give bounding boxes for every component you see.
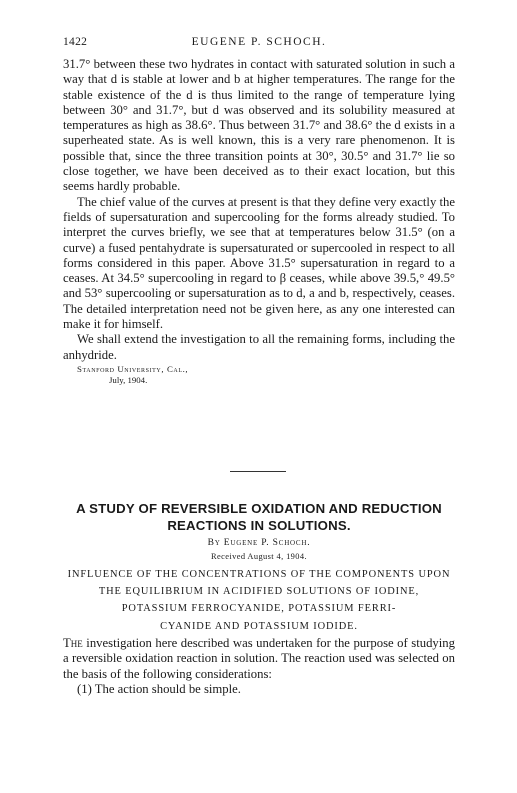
article-introduction — [63, 636, 455, 697]
author-affiliation: Stanford University, Cal., — [77, 363, 189, 374]
article-title-line-2: REACTIONS IN SOLUTIONS. — [167, 518, 351, 533]
page-header — [63, 36, 455, 52]
page-number: 1422 — [63, 36, 88, 48]
intro-first-word: The — [63, 636, 83, 650]
received-date: Received August 4, 1904. — [211, 552, 307, 561]
article-title — [63, 500, 455, 534]
intro-text: investigation here described was undertaken for the purpose of studying a reversible oxidation reaction in solution. The reaction used was selected on the basis of the following considerations: — [63, 636, 455, 681]
intro-paragraph — [63, 636, 455, 682]
subtitle-line-1: INFLUENCE OF THE CONCENTRATIONS OF THE COMPONENTS UPON — [67, 569, 451, 580]
section-divider — [230, 471, 286, 472]
paragraph-chief-value: The chief value of the curves at present is that they define very exactly the fields of supersaturation and supercooling for the forms already studied. To interpret the curves briefly, we see that at temperatures below 31.5° (on a curve) a fused pentahydrate is supersaturated or supercooled in respect to all forms considered in this paper. Above 31.5° supersaturation in regard to a ceases. At 34.5° supercooling in regard to β ceases, while above 39.5,° 49.5° and 53° supercooling or supersaturation as to d, a and b, respectively, ceases. The detailed interpretation need not be given here, as any one interested can make it for himself. — [63, 194, 455, 332]
article-title-line-1: A STUDY OF REVERSIBLE OXIDATION AND REDUCTION — [76, 501, 442, 516]
article-byline: By Eugene P. Schoch. — [207, 538, 311, 548]
subtitle-line-3: POTASSIUM FERROCYANIDE, POTASSIUM FERRI- — [121, 603, 397, 615]
article-date: July, 1904. — [109, 374, 148, 385]
running-title: EUGENE P. SCHOCH. — [191, 36, 327, 48]
subtitle-line-4: CYANIDE AND POTASSIUM IODIDE. — [160, 620, 358, 632]
paragraph-extend: We shall extend the investigation to all the remaining forms, including the anhydride. — [63, 332, 455, 362]
paragraph-continuation: 31.7° between these two hydrates in contact with saturated solution in such a way that d is stable at lower and b at higher temperatures. The range for the stable existence of the d is thus limited to the range of temperature lying between 30° and 31.7°, but d was observed and its solubility measured at temperatures as high as 38.6°. Thus between 31.7° and 38.6° the d exists in a superheated state. As is well known, this is a very rare phenomenon. It is possible that, since the three transition points at 30°, 30.5° and 31.7° lie so close together, we have been deceived as to their exact location, but this seems hardly probable. — [63, 57, 455, 194]
article-subtitle — [63, 566, 455, 635]
consideration-item-1: (1) The action should be simple. — [77, 681, 241, 696]
subtitle-line-2: THE EQUILIBRIUM IN ACIDIFIED SOLUTIONS OF IODINE, — [98, 586, 420, 598]
previous-article-body — [63, 57, 455, 386]
